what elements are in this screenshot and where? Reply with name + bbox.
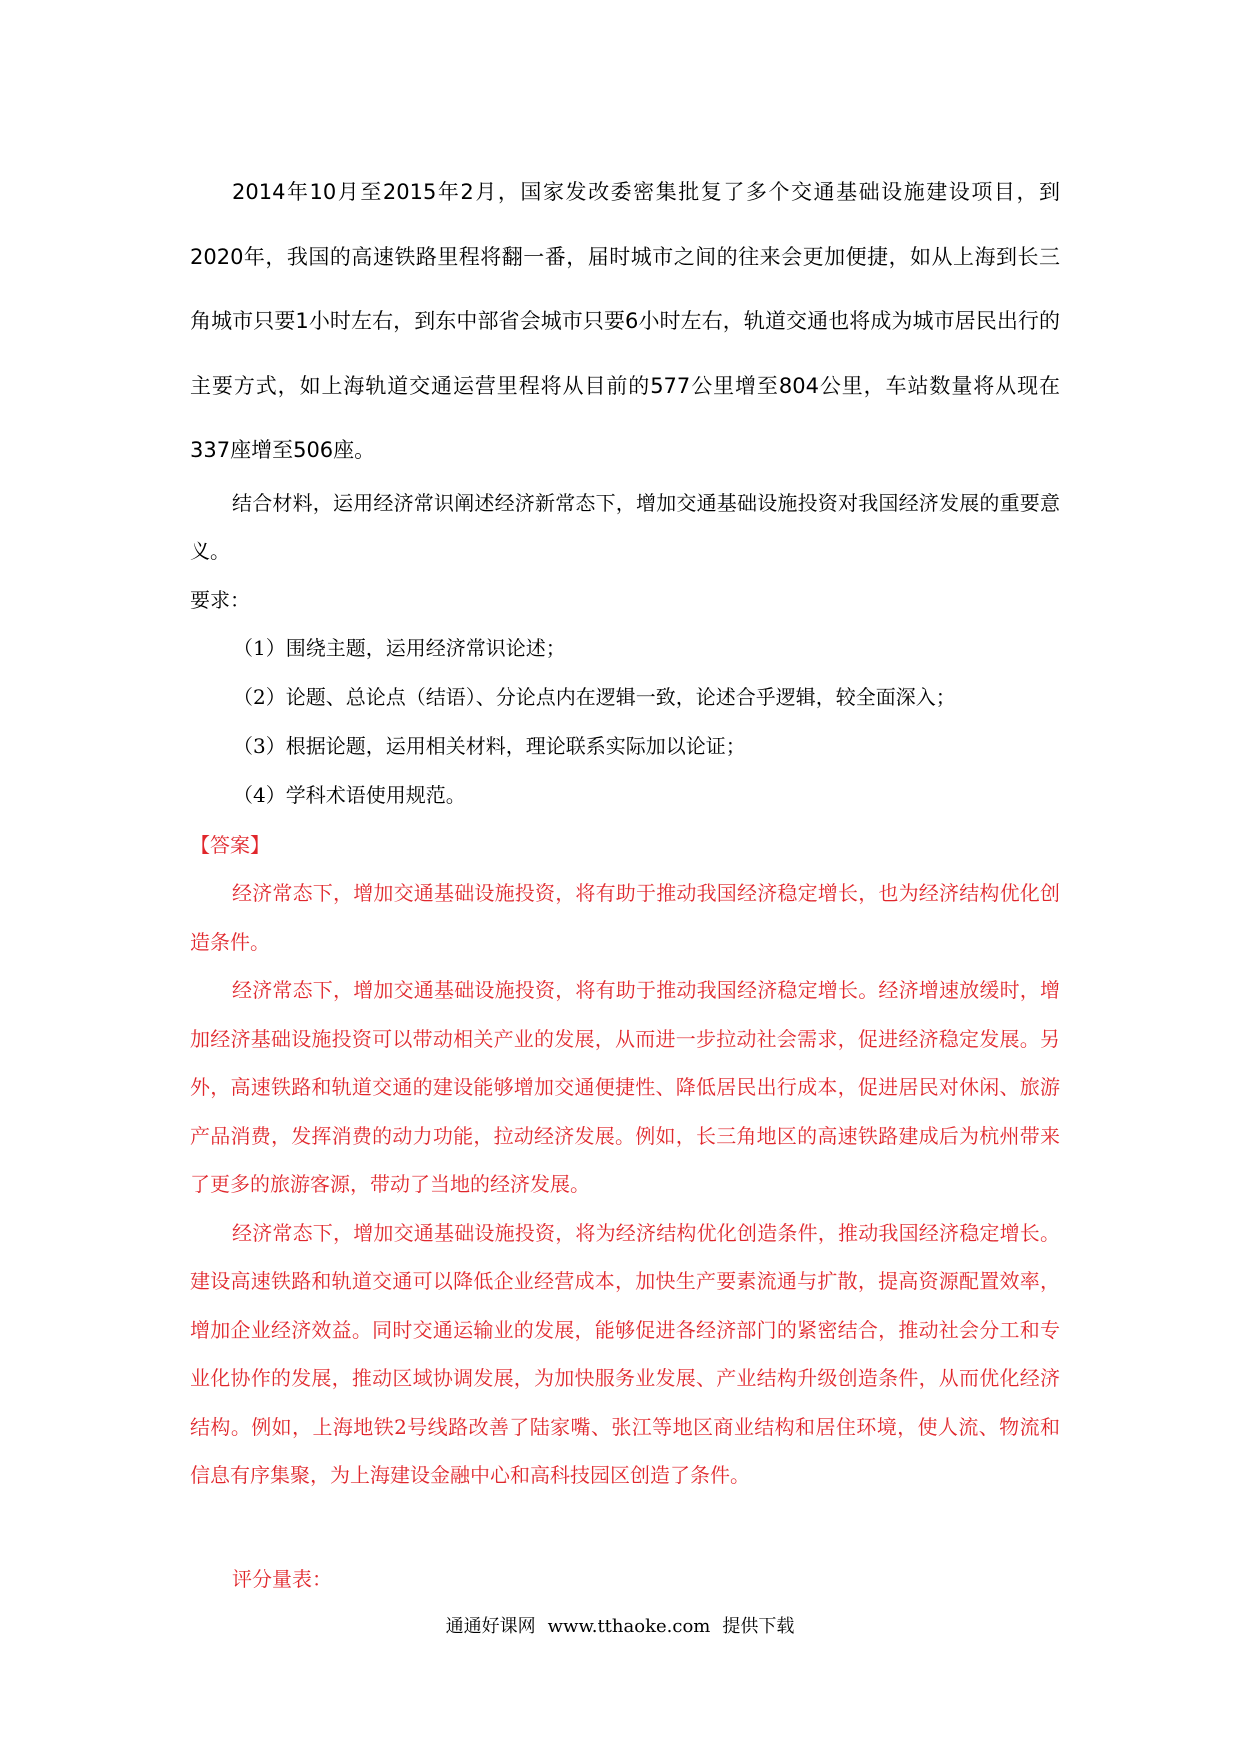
question-prompt: 结合材料，运用经济常识阐述经济新常态下，增加交通基础设施投资对我国经济发展的重要意义。 xyxy=(190,491,1060,563)
answer-paragraph: 经济常态下，增加交通基础设施投资，将有助于推动我国经济稳定增长。经济增速放缓时，增加经济基础设施投资可以带动相关产业的发展，从而进一步拉动社会需求，促进经济稳定发展。另外，高速铁路和轨道交通的建设能够增加交通便捷性、降低居民出行成本，促进居民对休闲、旅游产品消费，发挥消费的动力功能，拉动经济发展。例如，长三角地区的高速铁路建成后为杭州带来了更多的旅游客源，带动了当地的经济发展。 xyxy=(190,978,1060,1196)
requirement-item: （4）学科术语使用规范。 xyxy=(233,783,466,807)
requirement-item: （1）围绕主题，运用经济常识论述； xyxy=(233,636,566,660)
answer-paragraph: 经济常态下，增加交通基础设施投资，将有助于推动我国经济稳定增长，也为经济结构优化创造条件。 xyxy=(190,881,1060,954)
rubric-label: 评分量表： xyxy=(232,1567,332,1591)
material-paragraph: 2014年10月至2015年2月，国家发改委密集批复了多个交通基础设施建设项目，到2020年，我国的高速铁路里程将翻一番，届时城市之间的往来会更加便捷，如从上海到长三角城市只要1小时左右，到东中部省会城市只要6小时左右，轨道交通也将成为城市居民出行的主要方式，如上海轨道交通运营里程将从目前的577公里增至804公里，车站数量将从现在337座增至506座。 xyxy=(190,180,1060,462)
answer-heading: 【答案】 xyxy=(190,833,270,857)
requirements-list xyxy=(233,624,1063,820)
requirement-item: （2）论题、总论点（结语）、分论点内在逻辑一致，论述合乎逻辑，较全面深入； xyxy=(233,685,956,709)
footer-suffix: 提供下载 xyxy=(722,1616,795,1637)
requirements-title: 要求： xyxy=(190,588,250,612)
answer-body xyxy=(190,869,1060,1500)
requirement-item: （3）根据论题，运用相关材料，理论联系实际加以论证； xyxy=(233,734,746,758)
page-footer xyxy=(0,1612,1240,1642)
answer-paragraph: 经济常态下，增加交通基础设施投资，将为经济结构优化创造条件，推动我国经济稳定增长。 建设高速铁路和轨道交通可以降低企业经营成本，加快生产要素流通与扩散，提高资源配置效率，增加企业经济效益。同时交通运输业的发展，能够促进各经济部门的紧密结合，推动社会分工和专业化协作的发展，推动区域协调发展，为加快服务业发展、产业结构升级创造条件，从而优化经济结构。例如，上海地铁2号线路改善了陆家嘴、张江等地区商业结构和居住环境，使人流、物流和信息有序集聚，为上海建设金融中心和高科技园区创造了条件。 xyxy=(190,1220,1060,1487)
footer-site-name: 通通好课网 xyxy=(445,1616,536,1637)
footer-url[interactable]: www.tthaoke.com xyxy=(547,1616,711,1637)
